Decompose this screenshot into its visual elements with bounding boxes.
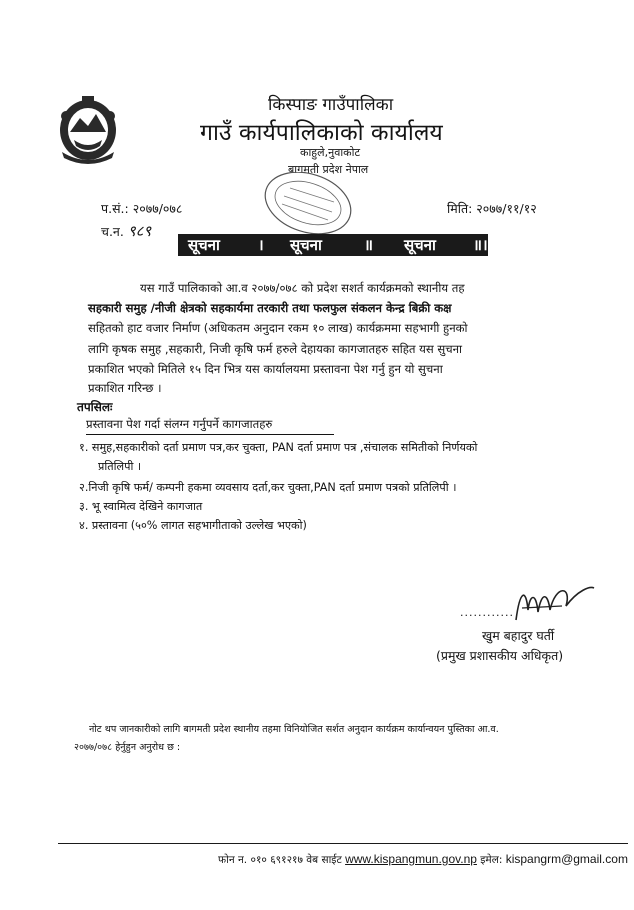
office-name: किस्पाङ गाउँपालिका <box>268 95 394 115</box>
list-item: ४. प्रस्तावना (५०% लागत सहभागीताको उल्लेख भएको) <box>79 519 307 532</box>
list-item: २.निजी कृषि फर्म/ कम्पनी हकमा व्यवसाय दर्ता,कर चुक्ता,PAN दर्ता प्रमाण पत्रको प्रतिलिपी । <box>79 481 457 494</box>
separator: । <box>258 236 264 254</box>
dispatch-value: ९८९ <box>127 222 152 240</box>
date-value: २०७७/११/१२ <box>476 201 537 216</box>
details-subtitle: प्रस्तावना पेश गर्दा संलग्न गर्नुपर्ने कागजातहरु <box>86 417 273 431</box>
phone-label: फोन न. ०१० ६९१२१७ वेब साईट <box>218 854 342 866</box>
ref-value: २०७७/०७८ <box>132 201 183 216</box>
office-title: गाउँ कार्यपालिकाको कार्यालय <box>200 120 443 146</box>
date-label: मिति: <box>447 201 473 216</box>
email-label: इमेल: <box>480 854 503 866</box>
body-line: सहितको हाट वजार निर्माण (अधिकतम अनुदान रकम १० लाख) कार्यक्रममा सहभागी हुनको <box>88 321 468 335</box>
list-item: १. समुह,सहकारीको दर्ता प्रमाण पत्र,कर चुक्ता, PAN दर्ता प्रमाण पत्र ,संचालक समितीको निर्णयको <box>79 441 478 454</box>
signature-dots: ............ <box>460 606 514 619</box>
notice-banner <box>178 234 488 256</box>
notice-word: सूचना <box>404 236 436 254</box>
handwritten-signature <box>486 580 596 628</box>
office-stamp <box>262 172 354 234</box>
reference-number <box>101 200 182 217</box>
email-link[interactable]: kispangrm@gmail.com <box>505 852 628 866</box>
ref-label: प.सं.: <box>101 201 129 216</box>
subtitle-underline <box>86 434 334 435</box>
dispatch-number <box>101 221 151 241</box>
note-line-1: नोट थप जानकारीको लागि बागमती प्रदेश स्थानीय तहमा विनियोजित सर्शत अनुदान कार्यक्रम कार्यान्वयन पुस्तिका आ.व. <box>89 724 499 735</box>
list-item: ३. भू स्वामित्व देखिने कागजात <box>79 500 203 513</box>
footer <box>218 852 628 867</box>
details-title: तपसिलः <box>77 400 113 414</box>
notice-word: सूचना <box>290 236 322 254</box>
body-line: लागि कृषक समुह ,सहकारी, निजी कृषि फर्म हरुले देहायका कागजातहरु सहित यस सुचना <box>88 342 463 356</box>
separator: ॥। <box>473 236 488 254</box>
signatory-name: खुम बहादुर घर्ती <box>482 628 555 643</box>
signatory-title: (प्रमुख प्रशासकीय अधिकृत) <box>436 648 564 663</box>
dispatch-label: च.न. <box>101 224 124 239</box>
body-line: प्रकाशित भएको मितिले १५ दिन भित्र यस कार्यालयमा प्रस्तावना पेश गर्नु हुन यो सुचना <box>88 362 443 376</box>
date <box>447 200 537 217</box>
address-line-2: बागमती प्रदेश नेपाल <box>288 163 369 176</box>
nepal-emblem-icon <box>56 92 120 164</box>
website-link[interactable]: www.kispangmun.gov.np <box>345 852 477 866</box>
footer-divider <box>58 843 628 844</box>
address-line-1: काहुले,नुवाकोट <box>300 146 361 159</box>
body-line: प्रकाशित गरिन्छ । <box>88 381 162 395</box>
notice-word: सूचना <box>188 236 220 254</box>
body-line: यस गाउँ पालिकाको आ.व २०७७/०७८ को प्रदेश सशर्त कार्यक्रमको स्थानीय तह <box>140 281 465 295</box>
list-item: प्रतिलिपी । <box>98 460 142 473</box>
separator: ॥ <box>364 236 373 254</box>
body-line: सहकारी समुह /नीजी क्षेत्रको सहकार्यमा तरकारी तथा फलफुल संकलन केन्द्र बिक्री कक्ष <box>88 301 452 315</box>
note-line-2: २०७७/०७८ हेर्नुहुन अनुरोध छ : <box>74 742 181 753</box>
